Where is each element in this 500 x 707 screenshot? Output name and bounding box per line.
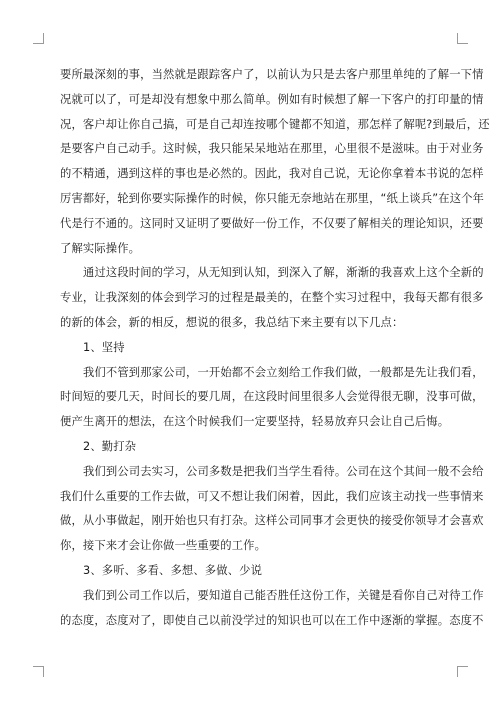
text-line: 的新的体会，新的相反，想说的很多，我总结下来主要有以下几点： <box>60 315 404 329</box>
text-line: 时间短的要几天，时间长的要几周，在这段时间里很多人会觉得很无聊，没事可做， <box>60 390 484 404</box>
text-line: 做，从小事做起，刚开始也只有打杂。这样公司同事才会更快的接受你领导才会喜欢 <box>60 514 484 528</box>
document-body <box>60 63 490 633</box>
text-line: 你，接下来才会让你做一些重要的工作。 <box>60 539 267 553</box>
text-line: 我们不管到那家公司，一开始都不会立刻给工作我们做，一般都是先让我们看， <box>83 365 484 379</box>
text-line: 便产生离开的想法，在这个时候我们一定要坚持，轻易放弃只会让自己后悔。 <box>60 415 450 429</box>
text-line: 通过这段时间的学习，从无知到认知，到深入了解，渐渐的我喜欢上这个全新的 <box>83 266 484 280</box>
crop-mark-bottom-left <box>33 666 44 677</box>
text-line: 况，客户却让你自己搞，可是自己却连按哪个键都不知道，那怎样了解呢?到最后，还 <box>60 117 490 131</box>
text-line: 我们到公司工作以后，要知道自己能否胜任这份工作，关键是看你自己对待工作 <box>83 588 484 602</box>
text-line: 要所最深刻的事，当然就是跟踪客户了，以前认为只是去客户那里单纯的了解一下情 <box>60 68 484 81</box>
text-line: 是要客户自己动手。这时候，我只能呆呆地站在那里，心里很不是滋味。由于对业务 <box>60 142 484 156</box>
section-heading: 1、坚持 <box>83 340 125 354</box>
section-heading: 3、多听、多看、多想、多做、少说 <box>83 563 263 577</box>
crop-mark-top-right <box>457 33 468 44</box>
text-line: 况就可以了，可是却没有想象中那么简单。例如有时候想了解一下客户的打印量的情 <box>60 92 484 106</box>
crop-mark-bottom-right <box>457 666 468 677</box>
text-line: 我们到公司去实习，公司多数是把我们当学生看待。公司在这个其间一般不会给 <box>83 464 484 478</box>
crop-mark-top-left <box>33 33 44 44</box>
section-heading: 2、勤打杂 <box>83 439 137 453</box>
text-line: 的态度，态度对了，即使自己以前没学过的知识也可以在工作中逐渐的掌握。态度不 <box>60 613 484 627</box>
text-line: 代是行不通的。这同时又证明了要做好一份工作，不仅要了解相关的理论知识，还要 <box>60 216 484 230</box>
text-line: 专业，让我深刻的体会到学习的过程是最美的，在整个实习过程中，我每天都有很多 <box>60 291 484 305</box>
text-line: 的不精通，遇到这样的事也是必然的。因此，我对自己说，无论你拿着本书说的怎样 <box>60 167 484 181</box>
text-line: 了解实际操作。 <box>60 241 141 255</box>
text-line: 厉害都好，轮到你要实际操作的时候，你只能无奈地站在那里，“纸上谈兵”在这个年 <box>60 191 485 205</box>
text-line: 我们什么重要的工作去做，可又不想让我们闲着，因此，我们应该主动找一些事情来 <box>60 489 484 503</box>
